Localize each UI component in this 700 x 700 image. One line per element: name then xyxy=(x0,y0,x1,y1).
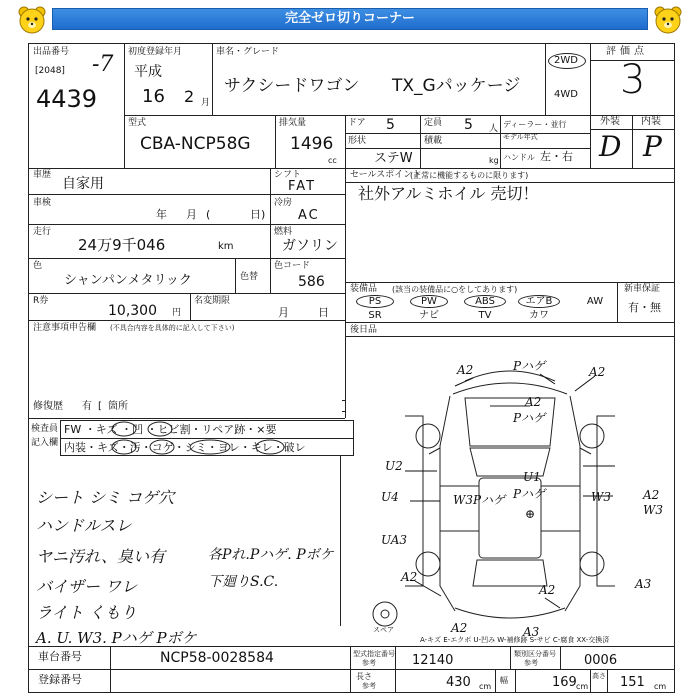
mark-phage-front: Pハゲ xyxy=(513,359,546,373)
reg-month: 2 xyxy=(184,87,195,106)
note-6: A. U. W3. Pハゲ Pボケ xyxy=(36,629,197,647)
fuel-value: ガソリン xyxy=(282,238,338,254)
fuel-label: 燃料 xyxy=(274,227,293,237)
type-designation-sub: 参考 xyxy=(362,659,376,667)
usage-label: 車歴 xyxy=(33,170,52,180)
shift-value: FAT xyxy=(288,179,317,194)
equip-airbag: エアB xyxy=(525,296,553,307)
notes-label: 注意事項申告欄 xyxy=(33,323,97,333)
reg-era: 平成 xyxy=(134,64,162,80)
mark-a3-bottom: A3 xyxy=(523,625,540,639)
equip-leather: カワ xyxy=(529,310,549,321)
drive-2wd: 2WD xyxy=(554,55,578,66)
mark-w3-phage: W3Pハゲ xyxy=(453,493,506,507)
bear-mascot-right-icon xyxy=(652,4,684,36)
handle-options: 左・右 xyxy=(540,150,573,163)
ac-value: AC xyxy=(298,208,320,223)
car-damage-diagram xyxy=(345,336,675,646)
color-change-label: 色替 xyxy=(240,272,259,282)
usage-value: 自家用 xyxy=(62,176,104,192)
mark-a2-front-left: A2 xyxy=(457,363,474,377)
inspector-row-2: 内装・キズ・汚・コゲ・シミ・ヨレ・キレ・破レ xyxy=(64,441,306,454)
inspection-year-unit: 年 xyxy=(156,208,167,221)
displacement-unit: cc xyxy=(328,156,337,165)
repair-unit: 箇所 xyxy=(108,401,128,412)
mileage-label: 走行 xyxy=(33,227,52,237)
color-code-value: 586 xyxy=(298,274,325,290)
shift-label: シフト xyxy=(274,170,302,180)
mark-a2-rear-left: A2 xyxy=(401,570,418,584)
capacity-unit: 人 xyxy=(489,124,499,134)
width-value: 169 xyxy=(552,675,577,690)
inspection-label: 車検 xyxy=(33,198,52,208)
mileage-unit: km xyxy=(218,241,234,252)
mark-a2-hood: A2 xyxy=(525,395,542,409)
mark-a2-front-right: A2 xyxy=(589,365,606,379)
equip-abs: ABS xyxy=(475,296,495,307)
mark-w3-right-edge: W3 xyxy=(643,503,663,517)
interior-label: 内装 xyxy=(641,116,661,127)
lot-number: 4439 xyxy=(36,85,98,113)
type-designation-label: 型式指定番号 xyxy=(353,650,395,658)
repair-label: 修復歴 xyxy=(33,401,63,412)
new-car-warranty-value: 有・無 xyxy=(628,301,661,314)
mark-a2-rear: A2 xyxy=(539,583,556,597)
inspector-label-2: 記入欄 xyxy=(31,438,59,448)
mark-phage-hood: Pハゲ xyxy=(513,411,546,425)
note-5: ライト くもり xyxy=(36,603,137,622)
model-label: 型式 xyxy=(128,118,147,128)
reg-year-label: 初度登録年月 xyxy=(128,47,183,57)
inspector-label-1: 検査員 xyxy=(31,424,59,434)
registration-label: 登録番号 xyxy=(38,673,82,686)
load-unit: kg xyxy=(489,156,499,165)
equip-tv: TV xyxy=(478,310,492,321)
inspection-month-unit: 月 xyxy=(186,208,197,221)
note-4: バイザー ワレ xyxy=(36,577,138,596)
height-label: 高さ xyxy=(592,672,606,680)
displacement-value: 1496 xyxy=(290,134,334,154)
length-unit: cm xyxy=(479,682,492,691)
inspection-day-unit: 日) xyxy=(250,208,266,221)
mark-plus-roof: ⊕ xyxy=(525,507,536,521)
mark-phage-roof: Pハゲ xyxy=(513,487,546,501)
load-label: 積載 xyxy=(424,136,443,146)
height-unit: cm xyxy=(654,682,667,691)
inspector-row-1: FW ・キズ ・凹 ・ヒビ割・リペア跡・×要 xyxy=(64,423,277,436)
note-side-2: 下廻りS.C. xyxy=(208,574,279,590)
bear-mascot-left-icon xyxy=(16,4,48,36)
length-label: 長さ xyxy=(356,672,372,681)
mark-w3-right: W3 xyxy=(591,490,611,504)
equipment-note: (該当の装備品に○をしてあります) xyxy=(392,285,518,294)
category-number-label: 類別区分番号 xyxy=(514,650,556,658)
height-value: 151 xyxy=(620,675,645,690)
mileage-value: 24万9千046 xyxy=(78,236,166,254)
mark-a2-bottom: A2 xyxy=(451,621,468,635)
equip-ps: PS xyxy=(368,296,382,307)
repair-value: 有 xyxy=(82,401,92,412)
reg-month-unit: 月 xyxy=(201,98,211,108)
repair-bracket: [ xyxy=(98,401,102,412)
width-unit: cm xyxy=(576,682,589,691)
mark-u4: U4 xyxy=(381,490,399,504)
lot-label: 出品番号 xyxy=(33,47,70,57)
inspector-circles xyxy=(60,420,354,456)
name-change-label: 名変期限 xyxy=(194,296,231,306)
mark-a2-right: A2 xyxy=(643,488,660,502)
color-label: 色 xyxy=(33,261,43,271)
new-car-warranty-label: 新車保証 xyxy=(624,284,661,294)
shape-value: ステW xyxy=(374,151,413,166)
shape-label: 形状 xyxy=(348,136,367,146)
name-change-day-unit: 日 xyxy=(318,306,329,319)
car-name: サクシードワゴン xyxy=(224,76,360,96)
dealer-label: ディーラー・並行 xyxy=(503,120,567,129)
spare-label: スペア xyxy=(373,626,394,634)
color-code-label: 色コード xyxy=(274,261,311,271)
recycle-unit: 円 xyxy=(172,308,182,318)
width-label: 幅 xyxy=(500,676,508,685)
doors-label: ドア xyxy=(348,118,366,128)
chassis-label: 車台番号 xyxy=(38,650,82,663)
sales-point-label: セールスポイント xyxy=(350,170,422,180)
recycle-label: R券 xyxy=(33,296,49,306)
sales-point-note: (正常に機能するものに限ります) xyxy=(410,171,529,180)
lot-sub: [2048] xyxy=(35,66,65,76)
note-2: ハンドルスレ xyxy=(36,516,132,535)
chassis-value: NCP58-0028584 xyxy=(160,650,274,666)
reg-year: 16 xyxy=(142,86,165,107)
mark-u1: U1 xyxy=(523,470,541,484)
score-value: 3 xyxy=(620,57,646,103)
type-designation-value: 12140 xyxy=(412,653,454,668)
notes-note: (不具合内容を具体的に記入して下さい) xyxy=(110,324,235,332)
doors-value: 5 xyxy=(386,117,395,133)
equip-navi: ナビ xyxy=(419,310,439,321)
model-year-label: モデル年式 xyxy=(503,133,538,141)
name-change-month-unit: 月 xyxy=(278,306,289,319)
capacity-value: 5 xyxy=(464,117,473,133)
car-grade: TX_Gパッケージ xyxy=(392,76,521,96)
equip-sr: SR xyxy=(368,310,382,321)
mark-u2: U2 xyxy=(385,459,403,473)
score-label: 評価点 xyxy=(606,46,648,57)
handle-label: ハンドル xyxy=(503,153,535,162)
note-1: シート シミ コゲ穴 xyxy=(36,488,175,507)
recycle-value: 10,300 xyxy=(108,303,157,319)
exterior-score: D xyxy=(599,130,622,163)
mark-ua3: UA3 xyxy=(381,533,408,547)
equipment-label: 装備品 xyxy=(350,284,378,294)
drive-4wd: 4WD xyxy=(554,89,578,100)
damage-legend: A-キズ E-エクボ U-凹み W-補修跡 S-サビ C-腐食 XX-交換済 xyxy=(420,636,610,644)
exterior-label: 外装 xyxy=(600,116,620,127)
inspection-day-paren: ( xyxy=(206,208,211,221)
category-number-sub: 参考 xyxy=(524,659,538,667)
length-sub: 参考 xyxy=(362,682,376,690)
equip-pw: PW xyxy=(421,296,437,307)
ac-label: 冷房 xyxy=(274,198,293,208)
mark-a3-right: A3 xyxy=(635,577,652,591)
note-3: ヤニ汚れ、臭い有 xyxy=(36,547,165,566)
banner-title: 完全ゼロ切りコーナー xyxy=(52,8,648,30)
equip-aw: AW xyxy=(586,296,604,307)
category-number-value: 0006 xyxy=(584,653,618,668)
note-side-1: 各Pれ.Pハゲ. Pボケ xyxy=(208,547,334,563)
car-name-label: 車名・グレード xyxy=(216,47,280,57)
color-value: シャンパンメタリック xyxy=(64,273,192,288)
displacement-label: 排気量 xyxy=(279,118,307,128)
interior-score: P xyxy=(643,130,662,163)
capacity-label: 定員 xyxy=(424,118,443,128)
model-value: CBA-NCP58G xyxy=(140,134,251,154)
lot-hand-mark: -7 xyxy=(92,52,114,77)
length-value: 430 xyxy=(446,675,471,690)
sales-point-text: 社外アルミホイル 売切！ xyxy=(358,184,539,203)
after-sale-label: 後日品 xyxy=(350,325,378,335)
